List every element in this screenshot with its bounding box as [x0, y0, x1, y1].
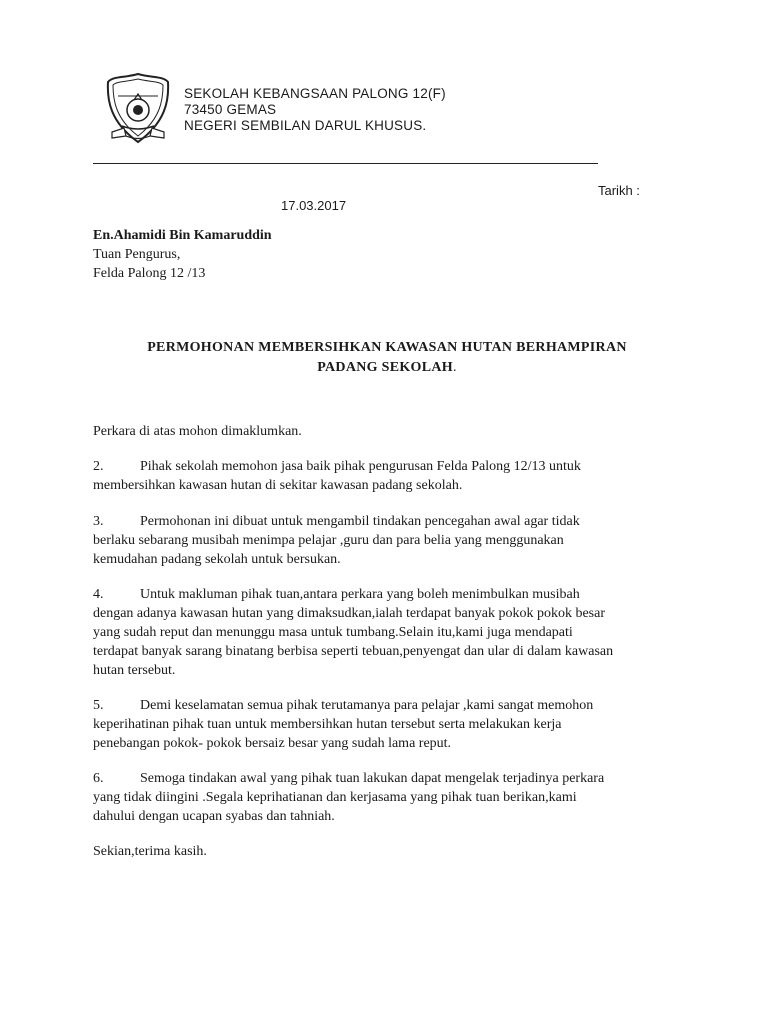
letter-body	[93, 422, 653, 877]
school-crest-logo	[104, 70, 172, 146]
paragraph-6	[93, 769, 653, 826]
school-postcode-city: 73450 GEMAS	[184, 102, 277, 117]
paragraph-number: 5.	[93, 698, 104, 713]
paragraph-line: Semoga tindakan awal yang pihak tuan lakukan dapat mengelak terjadinya perkara	[140, 771, 605, 786]
paragraph-line: terdapat banyak sarang binatang berbisa seperti tebuan,penyengat dan ular di dalam kawasan	[93, 644, 614, 659]
paragraph-line: dengan adanya kawasan hutan yang dimaksudkan,ialah terdapat banyak pokok pokok besar	[93, 606, 605, 621]
paragraph-line: keperihatinan pihak tuan untuk membersihkan hutan tersebut serta melakukan kerja	[93, 717, 562, 732]
recipient-block	[93, 226, 272, 283]
paragraph-3	[93, 512, 653, 569]
recipient-name: En.Ahamidi Bin Kamaruddin	[93, 228, 272, 243]
paragraph-number: 4.	[93, 587, 104, 602]
paragraph-line: yang sudah reput dan menunggu masa untuk tumbang.Selain itu,kami juga mendapati	[93, 625, 573, 640]
paragraph-line: Pihak sekolah memohon jasa baik pihak pengurusan Felda Palong 12/13 untuk	[140, 459, 581, 474]
paragraph-4	[93, 585, 653, 680]
closing-line: Sekian,terima kasih.	[93, 844, 207, 859]
school-address-block	[184, 86, 446, 134]
recipient-organization: Felda Palong 12 /13	[93, 266, 206, 281]
subject-line-1: PERMOHONAN MEMBERSIHKAN KAWASAN HUTAN BERHAMPIRAN	[147, 340, 627, 355]
school-name: SEKOLAH KEBANGSAAN PALONG 12(F)	[184, 86, 446, 101]
paragraph-line: Permohonan ini dibuat untuk mengambil tindakan pencegahan awal agar tidak	[140, 514, 580, 529]
paragraph-2	[93, 457, 653, 495]
subject-end-mark: .	[452, 360, 457, 375]
recipient-title: Tuan Pengurus,	[93, 247, 181, 262]
paragraph-line: penebangan pokok- pokok bersaiz besar yang sudah lama reput.	[93, 736, 452, 751]
paragraph-5	[93, 696, 653, 753]
paragraph-line: berlaku sebarang musibah menimpa pelajar ,guru dan para belia yang menggunakan	[93, 533, 564, 548]
opening-paragraph: Perkara di atas mohon dimaklumkan.	[93, 424, 302, 439]
paragraph-line: Demi keselamatan semua pihak terutamanya para pelajar ,kami sangat memohon	[140, 698, 594, 713]
paragraph-number: 3.	[93, 514, 104, 529]
school-state: NEGERI SEMBILAN DARUL KHUSUS.	[184, 118, 427, 133]
paragraph-number: 6.	[93, 771, 104, 786]
subject-line-2: PADANG SEKOLAH	[317, 360, 453, 375]
date-label: Tarikh :	[598, 183, 640, 198]
paragraph-number: 2.	[93, 459, 104, 474]
date-value: 17.03.2017	[281, 198, 347, 213]
paragraph-line: membersihkan kawasan hutan di sekitar kawasan padang sekolah.	[93, 478, 463, 493]
paragraph-line: kemudahan padang sekolah untuk bersukan.	[93, 552, 341, 567]
paragraph-line: Untuk makluman pihak tuan,antara perkara yang boleh menimbulkan musibah	[140, 587, 580, 602]
paragraph-line: yang tidak diingini .Segala keprihatianan dan kerjasama yang pihak tuan berikan,kami	[93, 790, 577, 805]
letterhead-divider	[93, 163, 598, 164]
letter-subject	[93, 338, 681, 378]
paragraph-line: hutan tersebut.	[93, 663, 176, 678]
paragraph-line: dahului dengan ucapan syabas dan tahniah.	[93, 809, 335, 824]
